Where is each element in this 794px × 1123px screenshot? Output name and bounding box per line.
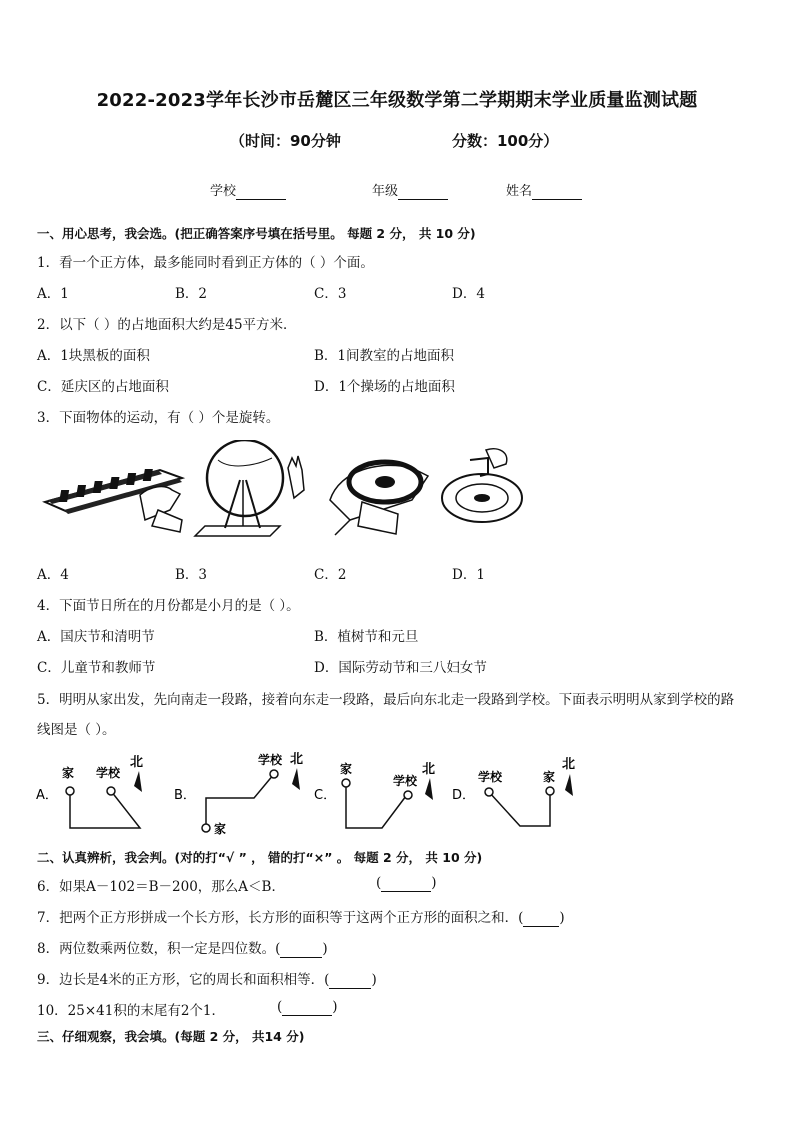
- name-field[interactable]: [506, 180, 582, 200]
- north-arrow-a-icon: [134, 771, 142, 792]
- north-label-b: 北: [290, 752, 304, 767]
- q10-answer-box[interactable]: ( ): [277, 999, 338, 1015]
- q4-option-d[interactable]: D．国际劳动节和三八妇女节: [314, 660, 487, 676]
- q8-stem: 8．两位数乘两位数，积一定是四位数。( ): [37, 941, 328, 957]
- q5-diagram-c[interactable]: [314, 761, 435, 828]
- exam-time: （时间：90分钟: [230, 132, 341, 150]
- home-point-a: [66, 787, 74, 795]
- q1-option-a[interactable]: A．1: [37, 286, 69, 302]
- q1-option-d[interactable]: D．4: [452, 286, 485, 302]
- q2-stem: 2．以下（ ）的占地面积大约是45平方米．: [37, 317, 297, 333]
- section3-heading: 三、仔细观察，我会填。(每题 2 分， 共14 分): [37, 1029, 305, 1044]
- page-title: 2022-2023学年长沙市岳麓区三年级数学第二学期期末学业质量监测试题: [96, 90, 698, 111]
- name-label: 姓名: [506, 184, 533, 199]
- north-label-c: 北: [422, 762, 436, 777]
- grade-field[interactable]: [372, 180, 448, 200]
- q2-option-d[interactable]: D．1个操场的占地面积: [314, 379, 455, 395]
- home-label-c: 家: [340, 762, 353, 776]
- q3-illustrations: [40, 440, 530, 540]
- school-label-c: 学校: [393, 774, 418, 788]
- school-blank[interactable]: [236, 184, 286, 200]
- q3-stem: 3．下面物体的运动，有（ ）个是旋转。: [37, 410, 280, 426]
- name-blank[interactable]: [532, 184, 582, 200]
- home-point-c: [342, 779, 350, 787]
- q4-option-c[interactable]: C．儿童节和教师节: [37, 660, 156, 676]
- q5-option-d-letter: D．: [452, 788, 476, 803]
- home-label-a: 家: [62, 766, 75, 780]
- school-label-b: 学校: [258, 753, 283, 767]
- home-point-b: [202, 824, 210, 832]
- q5-stem-line2: 线图是（ ）。: [37, 722, 116, 738]
- north-arrow-c-icon: [425, 778, 433, 800]
- q1-stem: 1．看一个正方体，最多能同时看到正方体的（ ）个面。: [37, 255, 374, 271]
- school-label-d: 学校: [478, 770, 503, 784]
- school-label-a: 学校: [96, 766, 121, 780]
- q5-diagram-b[interactable]: [174, 752, 303, 836]
- q6-answer-box[interactable]: ( ): [376, 875, 437, 891]
- q1-option-b[interactable]: B．2: [175, 286, 208, 302]
- school-point-a: [107, 787, 115, 795]
- q4-option-b[interactable]: B．植树节和元旦: [314, 629, 419, 645]
- school-point-b: [270, 770, 278, 778]
- q5-diagram-a[interactable]: [36, 755, 143, 828]
- q9-stem: 9．边长是4米的正方形，它的周长和面积相等．( ): [37, 972, 377, 988]
- q5-option-b-letter: B．: [174, 788, 196, 803]
- grade-label: 年级: [372, 184, 399, 199]
- q9-answer-blank[interactable]: [329, 972, 371, 989]
- q7-answer-blank[interactable]: [523, 910, 559, 927]
- q5-stem-line1: 5．明明从家出发，先向南走一段路，接着向东走一段路，最后向东北走一段路到学校。下面表示明明从家到学校的路: [37, 692, 735, 708]
- north-label-d: 北: [562, 757, 576, 772]
- north-label-a: 北: [130, 755, 144, 770]
- section2-heading: 二、认真辨析，我会判。(对的打“√ ” ， 错的打“×” 。 每题 2 分， 共 10 分): [37, 850, 483, 865]
- abacus-image: [45, 469, 182, 532]
- q5-option-c-letter: C．: [314, 788, 337, 803]
- q3-option-c[interactable]: C．2: [314, 567, 347, 583]
- q1-option-c[interactable]: C．3: [314, 286, 347, 302]
- q3-option-a[interactable]: A．4: [37, 567, 69, 583]
- q2-option-a[interactable]: A．1块黑板的面积: [37, 348, 150, 364]
- q8-answer-blank[interactable]: [280, 941, 322, 958]
- q4-option-a[interactable]: A．国庆节和清明节: [37, 629, 155, 645]
- q4-stem: 4．下面节日所在的月份都是小月的是（ ）。: [37, 598, 300, 614]
- school-field[interactable]: [210, 180, 286, 200]
- q5-route-diagrams: [30, 746, 590, 838]
- home-label-b: 家: [214, 822, 227, 836]
- grade-blank[interactable]: [398, 184, 448, 200]
- exam-score: 分数：100分）: [452, 132, 559, 150]
- q5-option-a-letter: A．: [36, 788, 58, 803]
- q6-stem: 6．如果A－102＝B－200，那么A＜B．: [37, 879, 285, 895]
- q3-option-b[interactable]: B．3: [175, 567, 208, 583]
- q3-option-d[interactable]: D．1: [452, 567, 485, 583]
- steering-wheel-image: [330, 462, 428, 535]
- school-point-c: [404, 791, 412, 799]
- faucet-image: [442, 449, 522, 522]
- school-point-d: [485, 788, 493, 796]
- q10-stem: 10．25×41积的末尾有2个1．: [37, 1003, 226, 1019]
- q2-option-b[interactable]: B．1间教室的占地面积: [314, 348, 455, 364]
- north-arrow-b-icon: [292, 768, 300, 790]
- q2-option-c[interactable]: C．延庆区的占地面积: [37, 379, 169, 395]
- home-label-d: 家: [543, 770, 556, 784]
- north-arrow-d-icon: [565, 774, 573, 796]
- home-point-d: [546, 787, 554, 795]
- section1-heading: 一、用心思考，我会选。(把正确答案序号填在括号里。 每题 2 分， 共 10 分): [37, 226, 476, 241]
- q5-diagram-d[interactable]: [452, 757, 575, 826]
- globe-image: [195, 440, 304, 536]
- school-label: 学校: [210, 184, 237, 199]
- q7-stem: 7．把两个正方形拼成一个长方形，长方形的面积等于这两个正方形的面积之和．( ): [37, 910, 565, 926]
